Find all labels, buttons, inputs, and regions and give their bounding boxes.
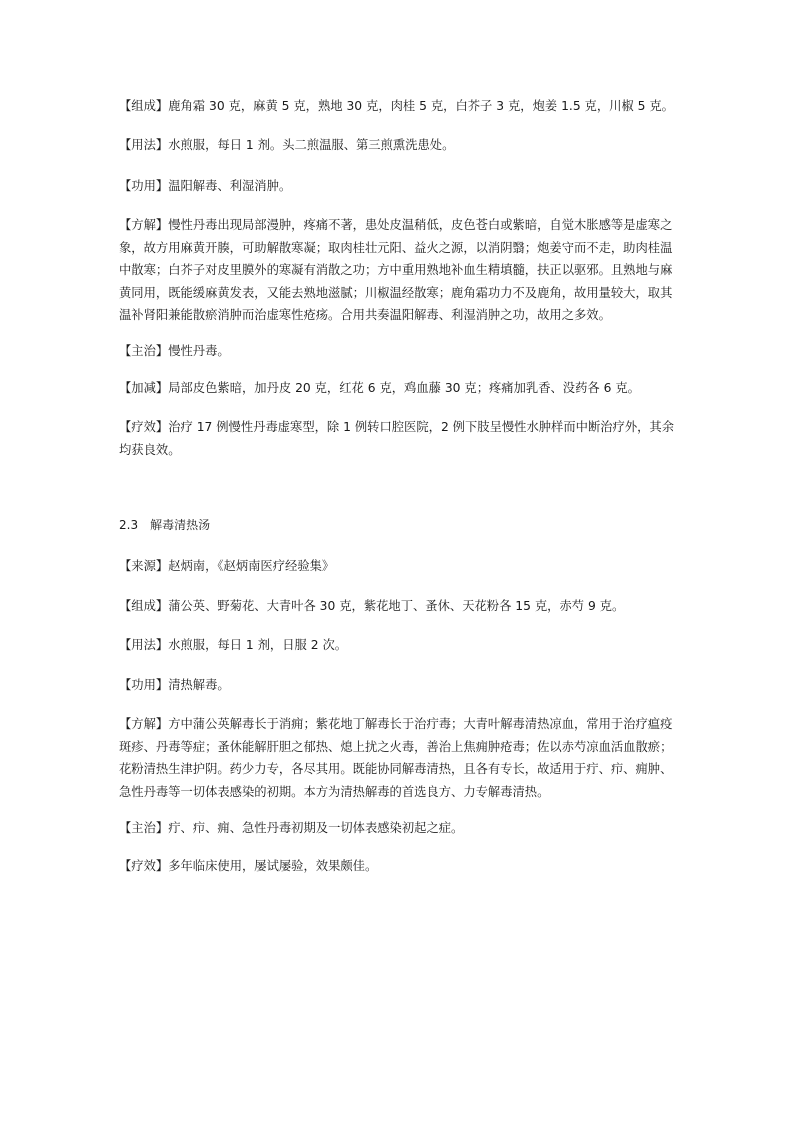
usage-paragraph-2 xyxy=(119,634,675,657)
function-paragraph-2 xyxy=(119,674,675,697)
function-label: 【功用】 xyxy=(119,179,169,193)
efficacy-label: 【疗效】 xyxy=(119,420,169,434)
efficacy-text: 治疗 17 例慢性丹毒虚寒型，除 1 例转口腔医院，2 例下肢呈慢性水肿样而中断治疗外，其余均获良效。 xyxy=(119,420,675,457)
indication-text: 慢性丹毒。 xyxy=(168,344,230,358)
function-text: 清热解毒。 xyxy=(168,678,230,692)
modification-text: 局部皮色紫暗，加丹皮 20 克，红花 6 克，鸡血藤 30 克；疼痛加乳香、没药各 6 克。 xyxy=(168,381,640,395)
composition-label: 【组成】 xyxy=(119,599,169,613)
function-paragraph-1 xyxy=(119,175,675,198)
indication-label: 【主治】 xyxy=(119,821,169,835)
composition-text: 蒲公英、野菊花、大青叶各 30 克，紫花地丁、蚤休、天花粉各 15 克，赤芍 9 克。 xyxy=(168,599,625,613)
usage-label: 【用法】 xyxy=(119,138,169,152)
source-label: 【来源】 xyxy=(119,559,169,573)
explanation-label: 【方解】 xyxy=(119,218,169,232)
efficacy-text: 多年临床使用，屡试屡验，效果颇佳。 xyxy=(168,859,378,873)
composition-paragraph-2 xyxy=(119,595,675,618)
explanation-paragraph-1 xyxy=(119,214,675,327)
section-heading: 2.3 解毒清热汤 xyxy=(119,518,211,532)
explanation-text: 慢性丹毒出现局部漫肿，疼痛不著，患处皮温稍低，皮色苍白或紫暗，自觉木胀感等是虚寒之象，故方用麻黄开腠，可助解散寒凝；取肉桂壮元阳、益火之源，以消阴翳；炮姜守而不走，助肉桂温中散寒；白芥子对皮里膜外的寒凝有消散之功；方中重用熟地补血生精填髓，扶正以驱邪。且熟地与麻黄同用，既能缓麻黄发表，又能去熟地滋腻；川椒温经散寒；鹿角霜功力不及鹿角，故用量较大，取其温补肾阳兼能散瘀消肿而治虚寒性疮疡。合用共奏温阳解毒、利湿消肿之功，故用之多效。 xyxy=(119,218,673,322)
modification-paragraph-1 xyxy=(119,377,675,400)
source-paragraph xyxy=(119,555,675,578)
explanation-label: 【方解】 xyxy=(119,717,169,731)
indication-label: 【主治】 xyxy=(119,344,169,358)
efficacy-paragraph-1 xyxy=(119,416,675,461)
explanation-text: 方中蒲公英解毒长于消痈；紫花地丁解毒长于治疔毒；大青叶解毒清热凉血，常用于治疗瘟疫斑疹、丹毒等症；蚤休能解肝胆之郁热、熄上扰之火毒，善治上焦痈肿疮毒；佐以赤芍凉血活血散瘀；花粉清热生津护阴。药少力专，各尽其用。既能协同解毒清热，且各有专长，故适用于疔、疖、痈肿、急性丹毒等一切体表感染的初期。本方为清热解毒的首选良方、力专解毒清热。 xyxy=(119,717,673,799)
usage-text: 水煎服，每日 1 剂。头二煎温服、第三煎熏洗患处。 xyxy=(168,138,455,152)
modification-label: 【加减】 xyxy=(119,381,169,395)
usage-label: 【用法】 xyxy=(119,638,169,652)
usage-paragraph-1 xyxy=(119,134,675,157)
indication-paragraph-1 xyxy=(119,340,675,363)
function-label: 【功用】 xyxy=(119,678,169,692)
efficacy-label: 【疗效】 xyxy=(119,859,169,873)
composition-label: 【组成】 xyxy=(119,99,169,113)
explanation-paragraph-2 xyxy=(119,713,675,803)
composition-text: 鹿角霜 30 克，麻黄 5 克，熟地 30 克，肉桂 5 克，白芥子 3 克，炮姜 1.5 克，川椒 5 克。 xyxy=(168,99,674,113)
usage-text: 水煎服，每日 1 剂，日服 2 次。 xyxy=(168,638,348,652)
indication-paragraph-2 xyxy=(119,817,675,840)
indication-text: 疔、疖、痈、急性丹毒初期及一切体表感染初起之症。 xyxy=(168,821,464,835)
function-text: 温阳解毒、利湿消肿。 xyxy=(168,179,292,193)
composition-paragraph-1 xyxy=(119,95,675,118)
efficacy-paragraph-2 xyxy=(119,855,675,878)
source-text: 赵炳南，《赵炳南医疗经验集》 xyxy=(168,559,335,573)
